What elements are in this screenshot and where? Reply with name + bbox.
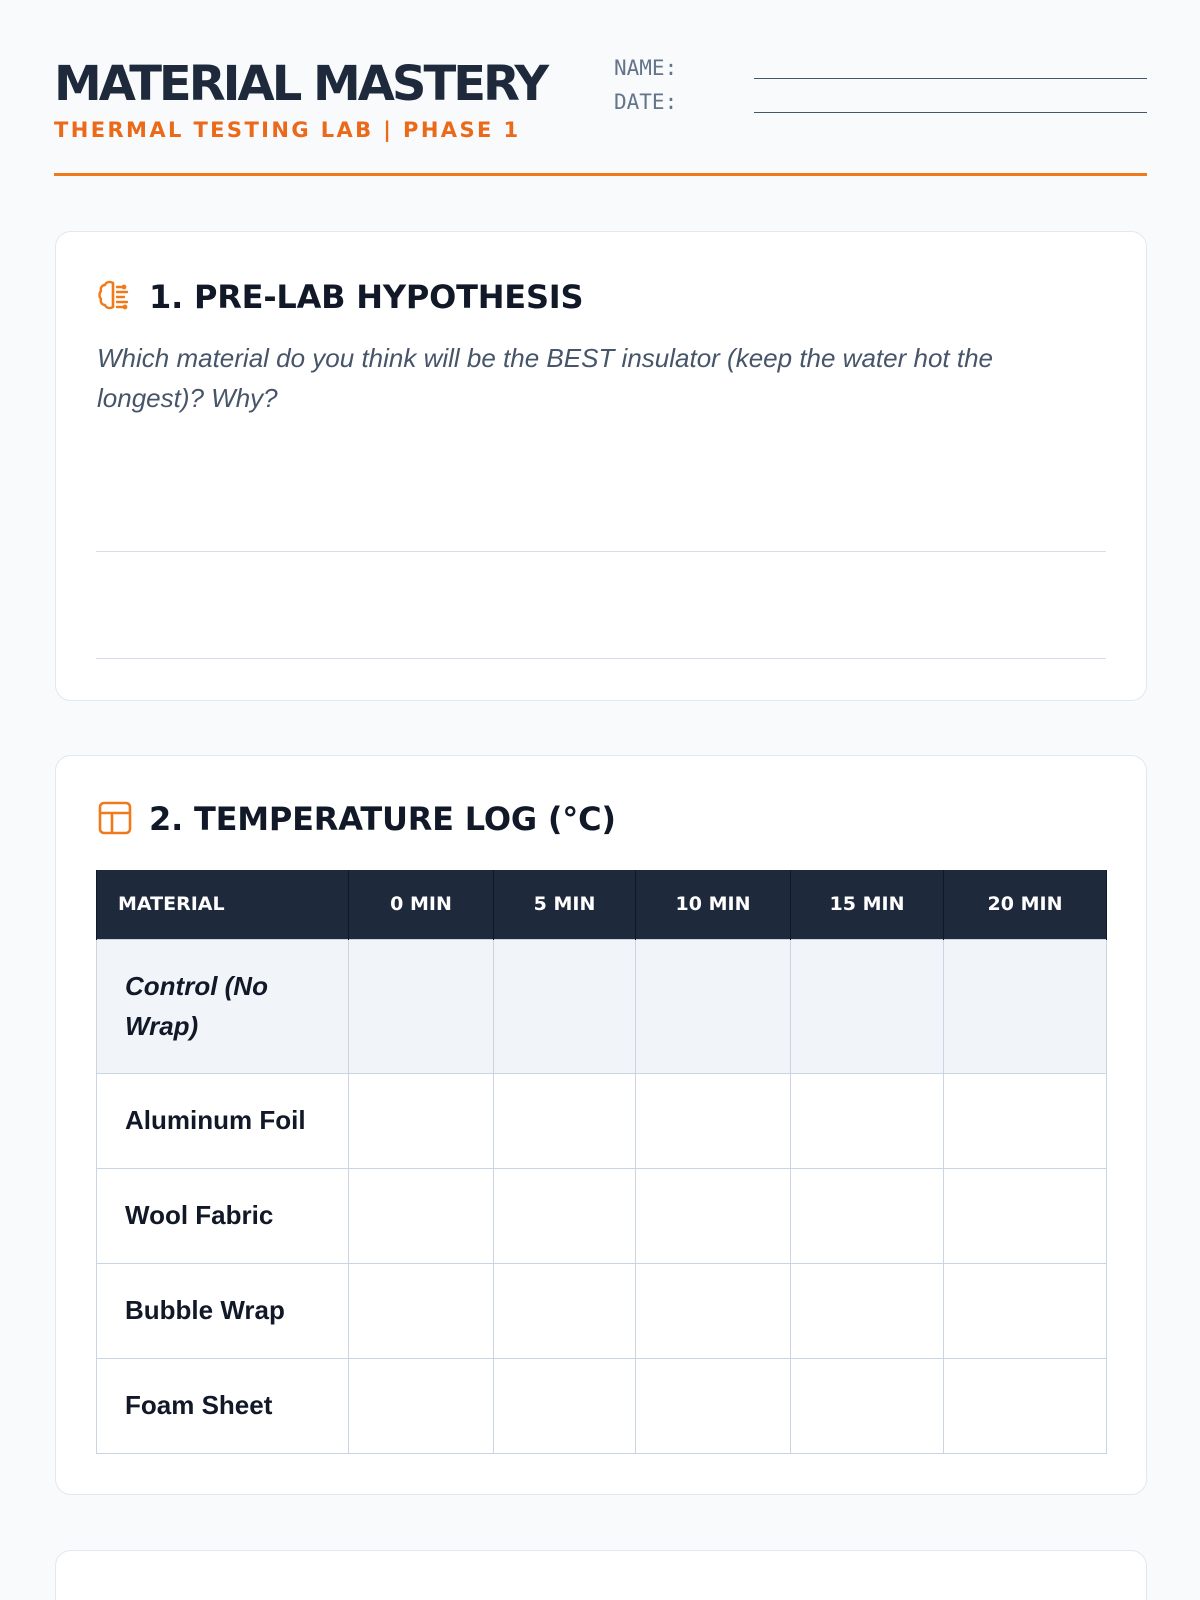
temperature-cell[interactable]: [349, 1358, 494, 1453]
table-icon: [97, 800, 133, 836]
temperature-cell[interactable]: [791, 1263, 944, 1358]
temperature-cell[interactable]: [349, 939, 494, 1073]
temperature-log-title: 2. TEMPERATURE LOG (°C): [149, 800, 616, 838]
page-header: [54, 54, 1147, 178]
table-row: [97, 1263, 1107, 1358]
temperature-cell[interactable]: [494, 1073, 636, 1168]
page-subtitle: THERMAL TESTING LAB | PHASE 1: [54, 118, 521, 142]
date-line[interactable]: [754, 112, 1147, 113]
temperature-cell[interactable]: [791, 1358, 944, 1453]
table-row: [97, 1168, 1107, 1263]
name-line[interactable]: [754, 78, 1147, 79]
table-row: [97, 1358, 1107, 1453]
temperature-cell[interactable]: [636, 1358, 791, 1453]
temperature-cell[interactable]: [791, 1168, 944, 1263]
date-label: DATE:: [614, 90, 678, 114]
column-header: 5 MIN: [494, 870, 636, 939]
answer-line[interactable]: [96, 551, 1106, 552]
date-field[interactable]: [614, 90, 1147, 120]
material-name: Bubble Wrap: [97, 1263, 349, 1358]
material-name: Control (No Wrap): [97, 939, 349, 1073]
hypothesis-title: 1. PRE-LAB HYPOTHESIS: [149, 278, 584, 316]
temperature-cell[interactable]: [349, 1168, 494, 1263]
page-title: MATERIAL MASTERY: [54, 56, 547, 112]
hypothesis-prompt: Which material do you think will be the BEST insulator (keep the water hot the longest)? Why?: [97, 343, 993, 413]
hypothesis-card: [55, 231, 1147, 701]
temperature-cell[interactable]: [636, 1263, 791, 1358]
column-header: 20 MIN: [944, 870, 1107, 939]
material-name: Aluminum Foil: [97, 1073, 349, 1168]
temperature-cell[interactable]: [791, 939, 944, 1073]
temperature-cell[interactable]: [494, 939, 636, 1073]
temperature-table: [96, 870, 1107, 1454]
name-field[interactable]: [614, 56, 1147, 86]
temperature-cell[interactable]: [636, 939, 791, 1073]
column-header: 15 MIN: [791, 870, 944, 939]
answer-line[interactable]: [96, 658, 1106, 659]
temperature-cell[interactable]: [791, 1073, 944, 1168]
temperature-cell[interactable]: [944, 1263, 1107, 1358]
temperature-cell[interactable]: [636, 1168, 791, 1263]
column-header: MATERIAL: [97, 870, 349, 939]
temperature-cell[interactable]: [349, 1263, 494, 1358]
temperature-cell[interactable]: [494, 1263, 636, 1358]
temperature-cell[interactable]: [494, 1358, 636, 1453]
temperature-cell[interactable]: [349, 1073, 494, 1168]
table-row: [97, 1073, 1107, 1168]
temperature-cell[interactable]: [944, 939, 1107, 1073]
column-header: 10 MIN: [636, 870, 791, 939]
header-divider: [54, 173, 1147, 176]
column-header: 0 MIN: [349, 870, 494, 939]
temperature-cell[interactable]: [944, 1358, 1107, 1453]
temperature-cell[interactable]: [494, 1168, 636, 1263]
material-name: Wool Fabric: [97, 1168, 349, 1263]
next-section-card: [55, 1550, 1147, 1600]
temperature-cell[interactable]: [636, 1073, 791, 1168]
table-row: [97, 939, 1107, 1073]
temperature-log-card: [55, 755, 1147, 1495]
table-header-row: [97, 870, 1107, 939]
name-label: NAME:: [614, 56, 678, 80]
temperature-cell[interactable]: [944, 1168, 1107, 1263]
brain-icon: [97, 278, 133, 314]
temperature-cell[interactable]: [944, 1073, 1107, 1168]
material-name: Foam Sheet: [97, 1358, 349, 1453]
